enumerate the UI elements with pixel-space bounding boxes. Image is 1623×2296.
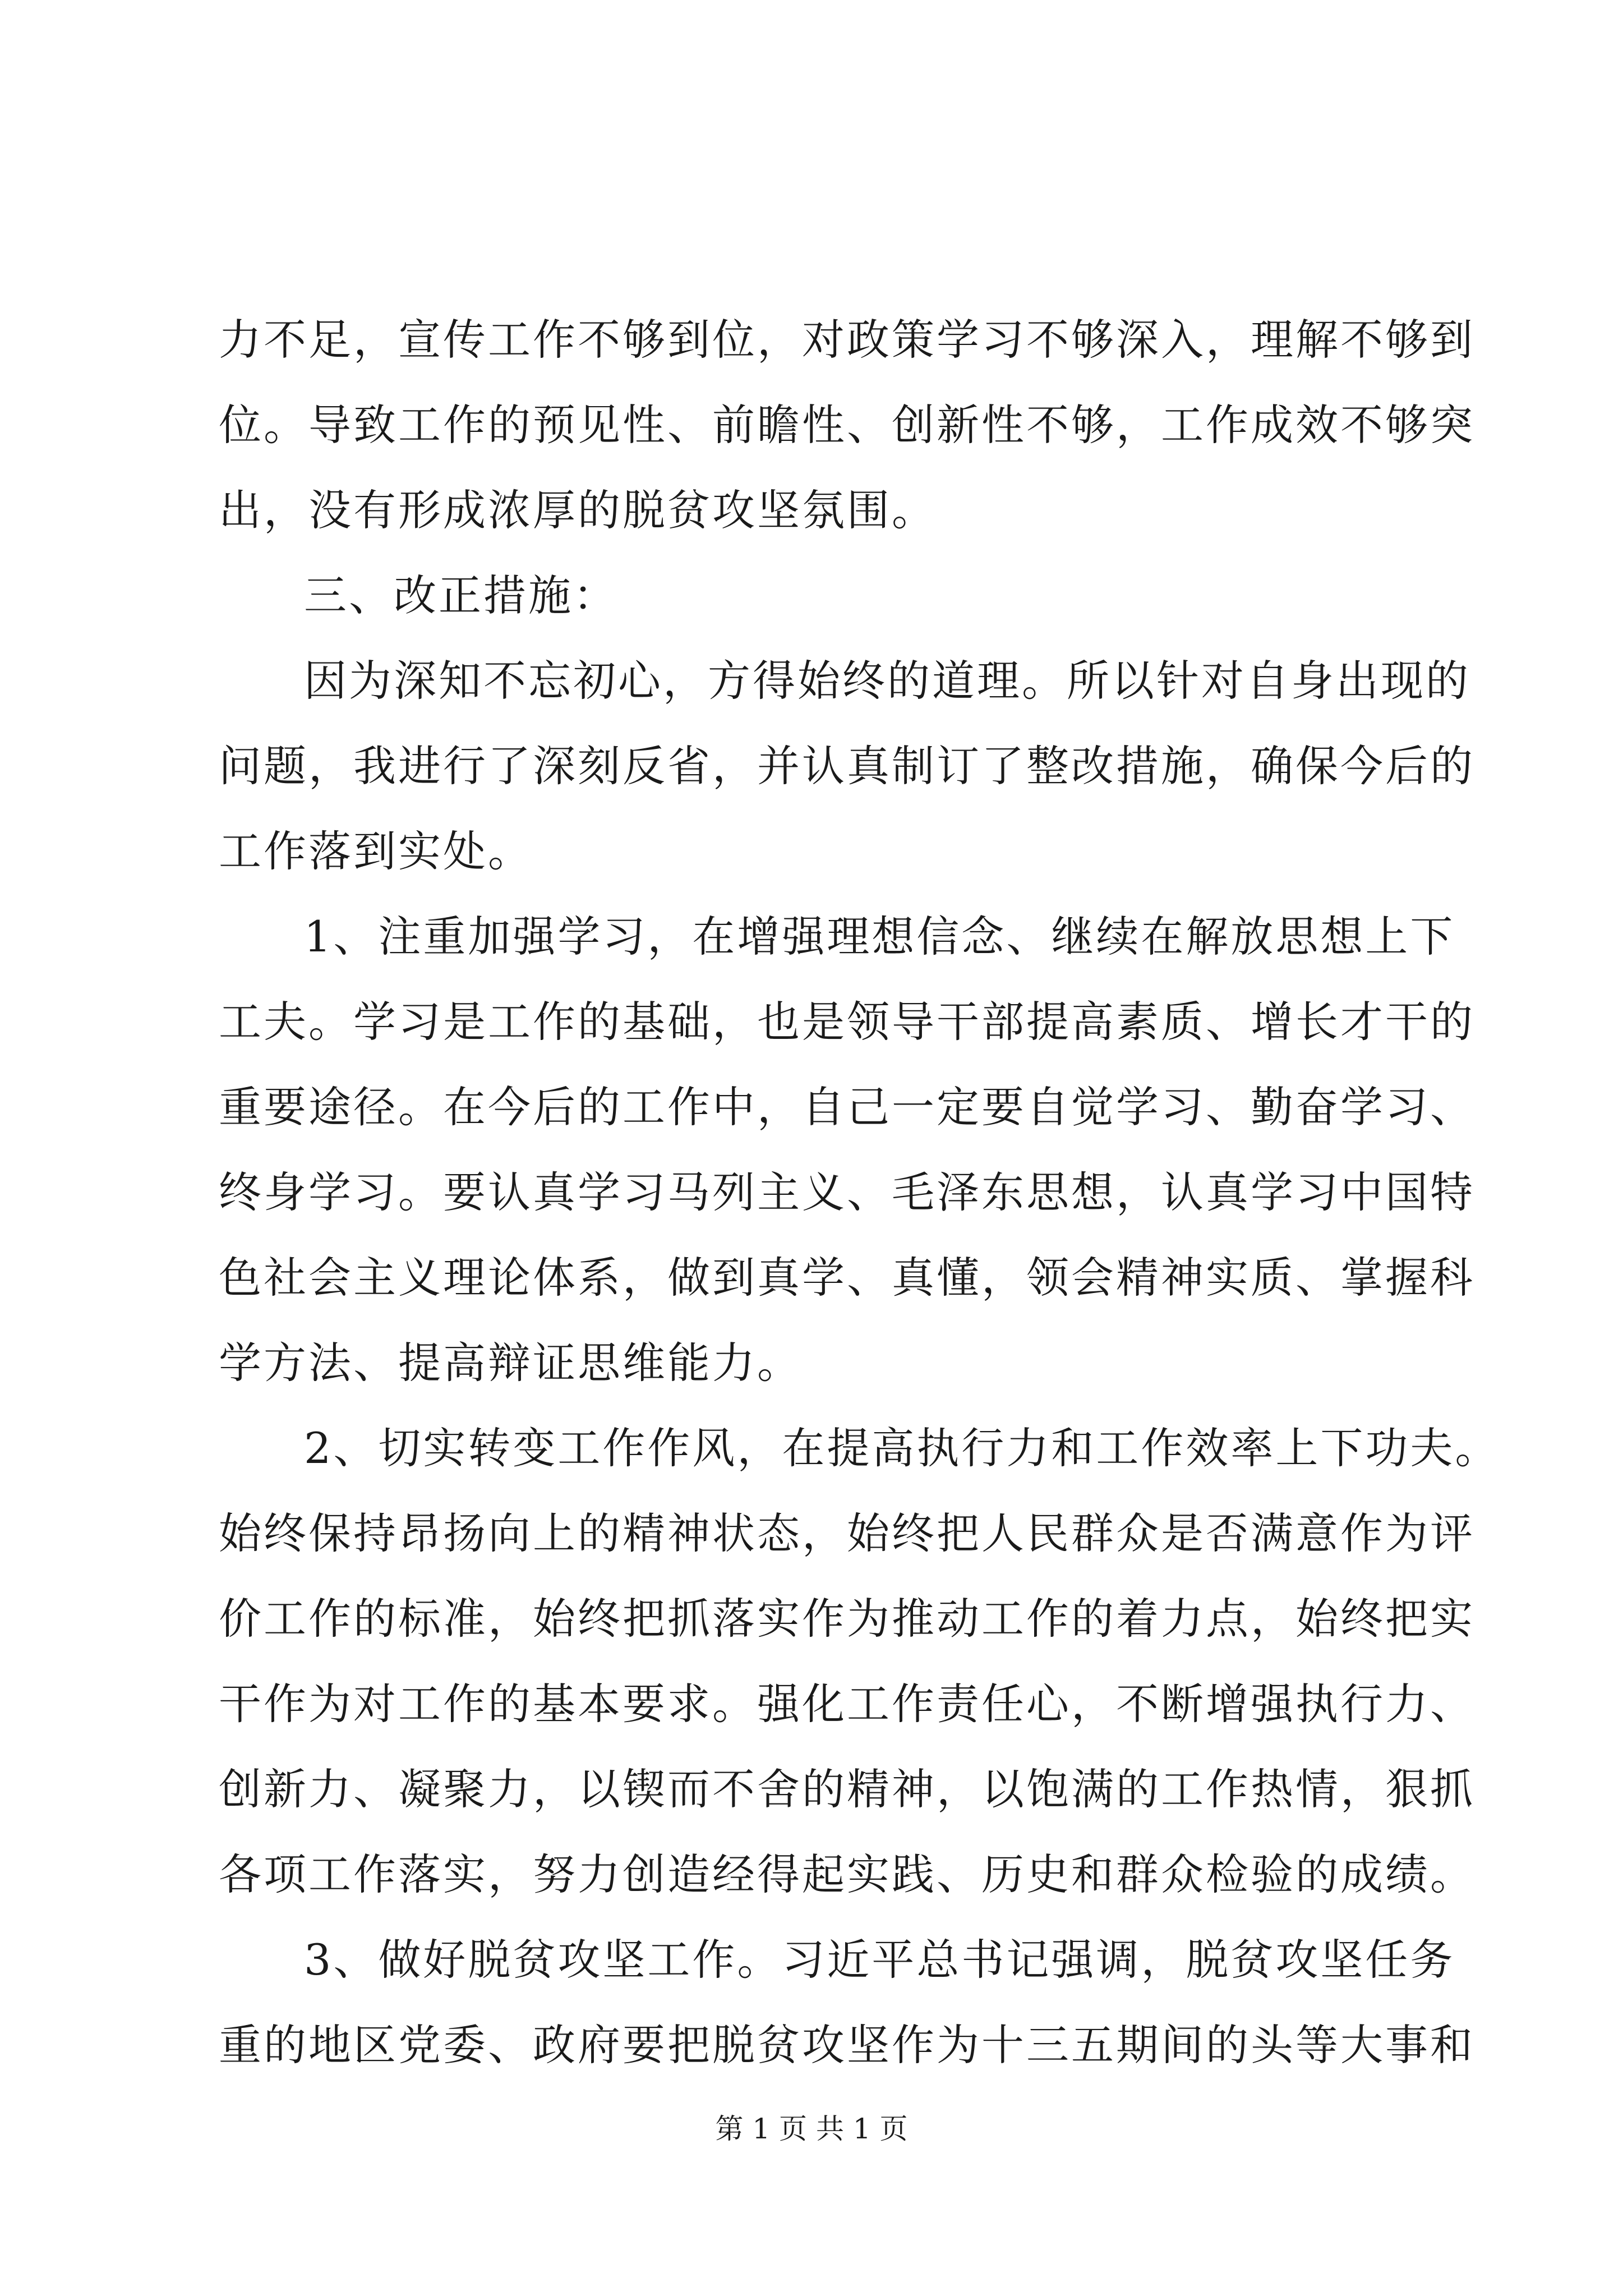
text-line: 各项工作落实，努力创造经得起实践、历史和群众检验的成绩。 [219,1849,1475,1899]
text-line: 价工作的标准，始终把抓落实作为推动工作的着力点，始终把实 [219,1594,1475,1644]
text-line: 问题，我进行了深刻反省，并认真制订了整改措施，确保今后的 [219,741,1475,791]
text-line: 终身学习。要认真学习马列主义、毛泽东思想，认真学习中国特 [219,1167,1475,1217]
text-line: 重的地区党委、政府要把脱贫攻坚作为十三五期间的头等大事和 [219,2020,1475,2070]
text-line: 3、做好脱贫攻坚工作。习近平总书记强调，脱贫攻坚任务 [304,1935,1455,1985]
page-footer: 第 1 页 共 1 页 [715,2113,908,2145]
text-line: 因为深知不忘初心，方得始终的道理。所以针对自身出现的 [304,656,1470,706]
section-heading: 三、改正措施： [304,570,618,620]
text-line: 力不足，宣传工作不够到位，对政策学习不够深入，理解不够到 [219,315,1475,365]
text-line: 学方法、提高辩证思维能力。 [219,1338,802,1388]
text-line: 出，没有形成浓厚的脱贫攻坚氛围。 [219,485,937,535]
text-line: 工夫。学习是工作的基础，也是领导干部提高素质、增长才干的 [219,997,1475,1047]
text-line: 1、注重加强学习，在增强理想信念、继续在解放思想上下 [304,912,1455,961]
text-line: 位。导致工作的预见性、前瞻性、创新性不够，工作成效不够突 [219,400,1475,450]
text-line: 始终保持昂扬向上的精神状态，始终把人民群众是否满意作为评 [219,1508,1475,1558]
text-line: 2、切实转变工作作风，在提高执行力和工作效率上下功夫。 [304,1423,1500,1473]
text-line: 工作落到实处。 [219,826,533,876]
text-line: 重要途径。在今后的工作中，自己一定要自觉学习、勤奋学习、 [219,1082,1475,1132]
text-line: 创新力、凝聚力，以锲而不舍的精神，以饱满的工作热情，狠抓 [219,1764,1475,1814]
text-line: 干作为对工作的基本要求。强化工作责任心，不断增强执行力、 [219,1679,1475,1729]
text-line: 色社会主义理论体系，做到真学、真懂，领会精神实质、掌握科 [219,1253,1475,1303]
document-body [219,297,1500,2088]
